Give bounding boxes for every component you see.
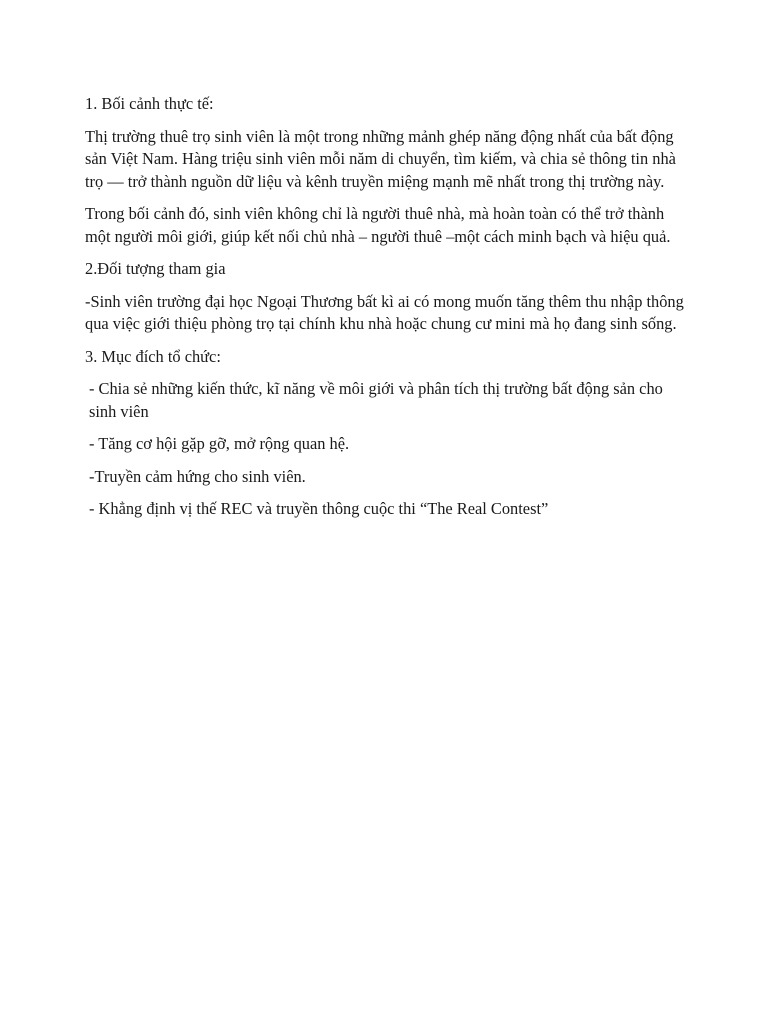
list-item-purpose-rec: - Khẳng định vị thế REC và truyền thông cuộc thi “The Real Contest”: [89, 499, 549, 518]
section-heading-participants: 2.Đối tượng tham gia: [85, 259, 226, 278]
paragraph-student-broker: Trong bối cảnh đó, sinh viên không chỉ là người thuê nhà, mà hoàn toàn có thể trở thành một người môi giới, giúp kết nối chủ nhà – người thuê –một cách minh bạch và hiệu quả.: [85, 204, 671, 246]
list-item-purpose-knowledge: - Chia sẻ những kiến thức, kĩ năng về môi giới và phân tích thị trường bất động sản cho sinh viên: [89, 379, 663, 421]
list-item-purpose-inspiration: -Truyền cảm hứng cho sinh viên.: [89, 466, 306, 486]
list-item-purpose-networking: - Tăng cơ hội gặp gỡ, mở rộng quan hệ.: [89, 434, 350, 453]
paragraph-participants: -Sinh viên trường đại học Ngoại Thương bất kì ai có mong muốn tăng thêm thu nhập thông qua việc giới thiệu phòng trọ tại chính khu nhà hoặc chung cư mini mà họ đang sinh sống.: [85, 291, 684, 333]
paragraph-market-overview: Thị trường thuê trọ sinh viên là một trong những mảnh ghép năng động nhất của bất động sản Việt Nam. Hàng triệu sinh viên mỗi năm di chuyển, tìm kiếm, và chia sẻ thông tin nhà trọ — trở thành nguồn dữ liệu và kênh truyền miệng mạnh mẽ nhất trong thị trường này.: [85, 126, 676, 191]
section-heading-context: 1. Bối cảnh thực tế:: [85, 94, 214, 113]
section-heading-purpose: 3. Mục đích tổ chức:: [85, 346, 221, 366]
document-body: [85, 93, 685, 531]
